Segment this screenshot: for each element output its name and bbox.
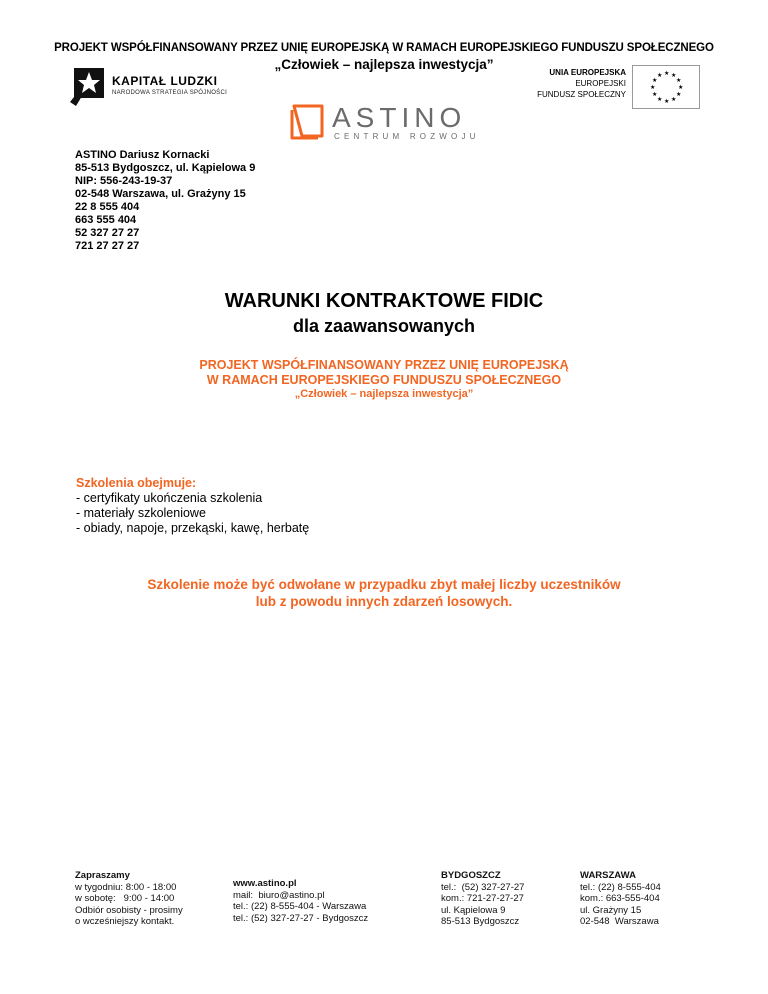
project-line-2: W RAMACH EUROPEJSKIEGO FUNDUSZU SPOŁECZNEGO bbox=[206, 373, 562, 387]
astino-word: ASTINO bbox=[332, 102, 467, 133]
footer-contact bbox=[233, 878, 368, 924]
footer-line: 85-513 Bydgoszcz bbox=[441, 916, 520, 927]
address-line: 663 555 404 bbox=[75, 214, 137, 226]
company-address bbox=[75, 149, 255, 253]
training-includes bbox=[76, 476, 309, 536]
footer-warszawa bbox=[580, 870, 661, 928]
header-slogan: „Człowiek – najlepsza inwestycja” bbox=[274, 57, 494, 72]
cancel-notice-line-2: lub z powodu innych zdarzeń losowych. bbox=[255, 594, 513, 609]
eu-line1: UNIA EUROPEJSKA bbox=[549, 68, 626, 77]
footer-email-link[interactable]: mail: biuro@astino.pl bbox=[233, 889, 325, 901]
svg-text:★: ★ bbox=[676, 77, 682, 84]
footer-bydgoszcz-heading: BYDGOSZCZ bbox=[441, 870, 501, 881]
address-line: 721 27 27 27 bbox=[75, 240, 140, 252]
kapital-ludzki-subtitle: NARODOWA STRATEGIA SPÓJNOŚCI bbox=[112, 90, 228, 96]
footer-line: kom.: 663-555-404 bbox=[580, 893, 660, 904]
svg-text:★: ★ bbox=[671, 72, 677, 79]
training-item: - materiały szkoleniowe bbox=[76, 506, 206, 520]
address-line: NIP: 556-243-19-37 bbox=[75, 175, 173, 187]
svg-text:★: ★ bbox=[664, 70, 670, 77]
svg-text:★: ★ bbox=[650, 84, 656, 91]
document-title: WARUNKI KONTRAKTOWE FIDIC bbox=[224, 290, 544, 312]
kapital-ludzki-logo bbox=[68, 60, 258, 112]
svg-text:★: ★ bbox=[664, 98, 670, 105]
address-line: ASTINO Dariusz Kornacki bbox=[75, 149, 210, 161]
training-heading: Szkolenia obejmuje: bbox=[76, 476, 197, 490]
footer-line: tel.: (52) 327-27-27 bbox=[441, 881, 525, 893]
footer-website-link[interactable]: www.astino.pl bbox=[233, 878, 297, 889]
cancel-notice-line-1: Szkolenie może być odwołane w przypadku zbyt małej liczby uczestników bbox=[147, 577, 621, 592]
footer-hours-heading: Zapraszamy bbox=[75, 870, 130, 881]
footer-line: ul. Grażyny 15 bbox=[580, 904, 642, 916]
kapital-ludzki-star-icon bbox=[68, 62, 110, 110]
document-subtitle: dla zaawansowanych bbox=[292, 316, 476, 336]
footer-warszawa-heading: WARSZAWA bbox=[580, 870, 636, 881]
astino-logo bbox=[288, 102, 488, 144]
svg-text:★: ★ bbox=[657, 96, 663, 103]
svg-text:★: ★ bbox=[671, 96, 677, 103]
eu-line3: FUNDUSZ SPOŁECZNY bbox=[537, 90, 626, 99]
address-line: 22 8 555 404 bbox=[75, 201, 140, 213]
astino-subtitle: CENTRUM ROZWOJU bbox=[334, 132, 480, 141]
eu-logo bbox=[520, 65, 700, 107]
kapital-ludzki-title: KAPITAŁ LUDZKI bbox=[112, 74, 218, 88]
eu-text bbox=[537, 67, 626, 100]
svg-text:★: ★ bbox=[678, 84, 684, 91]
address-line: 52 327 27 27 bbox=[75, 227, 140, 239]
footer-line: ul. Kąpielowa 9 bbox=[441, 904, 506, 916]
footer-line: w tygodniu: 8:00 - 18:00 bbox=[75, 881, 177, 893]
footer-bydgoszcz bbox=[441, 870, 524, 928]
training-item: - certyfikaty ukończenia szkolenia bbox=[76, 491, 263, 505]
astino-mark-icon bbox=[288, 102, 328, 142]
footer-line: tel.: (22) 8-555-404 bbox=[580, 881, 661, 893]
footer-hours bbox=[75, 870, 183, 928]
footer-line: 02-548 Warszawa bbox=[580, 916, 659, 927]
eu-flag-icon bbox=[632, 65, 700, 109]
address-line: 02-548 Warszawa, ul. Grażyny 15 bbox=[75, 188, 246, 200]
footer-line: w sobotę: 9:00 - 14:00 bbox=[75, 893, 175, 904]
footer-line: o wcześniejszy kontakt. bbox=[75, 916, 175, 927]
svg-text:★: ★ bbox=[652, 91, 658, 98]
svg-text:★: ★ bbox=[657, 72, 663, 79]
project-line-1: PROJEKT WSPÓŁFINANSOWANY PRZEZ UNIĘ EUROPEJSKĄ bbox=[199, 358, 569, 372]
footer-line: tel.: (22) 8-555-404 - Warszawa bbox=[233, 901, 367, 912]
svg-text:★: ★ bbox=[676, 91, 682, 98]
svg-text:★: ★ bbox=[652, 77, 658, 84]
footer-line: tel.: (52) 327-27-27 - Bydgoszcz bbox=[233, 912, 369, 924]
footer-line: kom.: 721-27-27-27 bbox=[441, 893, 524, 904]
address-line: 85-513 Bydgoszcz, ul. Kąpielowa 9 bbox=[75, 162, 256, 174]
training-item: - obiady, napoje, przekąski, kawę, herbatę bbox=[76, 521, 310, 535]
footer-line: Odbiór osobisty - prosimy bbox=[75, 904, 183, 916]
project-slogan: „Człowiek – najlepsza inwestycja” bbox=[294, 388, 474, 400]
eu-line2: EUROPEJSKI bbox=[575, 79, 626, 88]
header-project-line: PROJEKT WSPÓŁFINANSOWANY PRZEZ UNIĘ EUROPEJSKĄ W RAMACH EUROPEJSKIEGO FUNDUSZU SPOŁECZNEGO bbox=[54, 42, 714, 54]
